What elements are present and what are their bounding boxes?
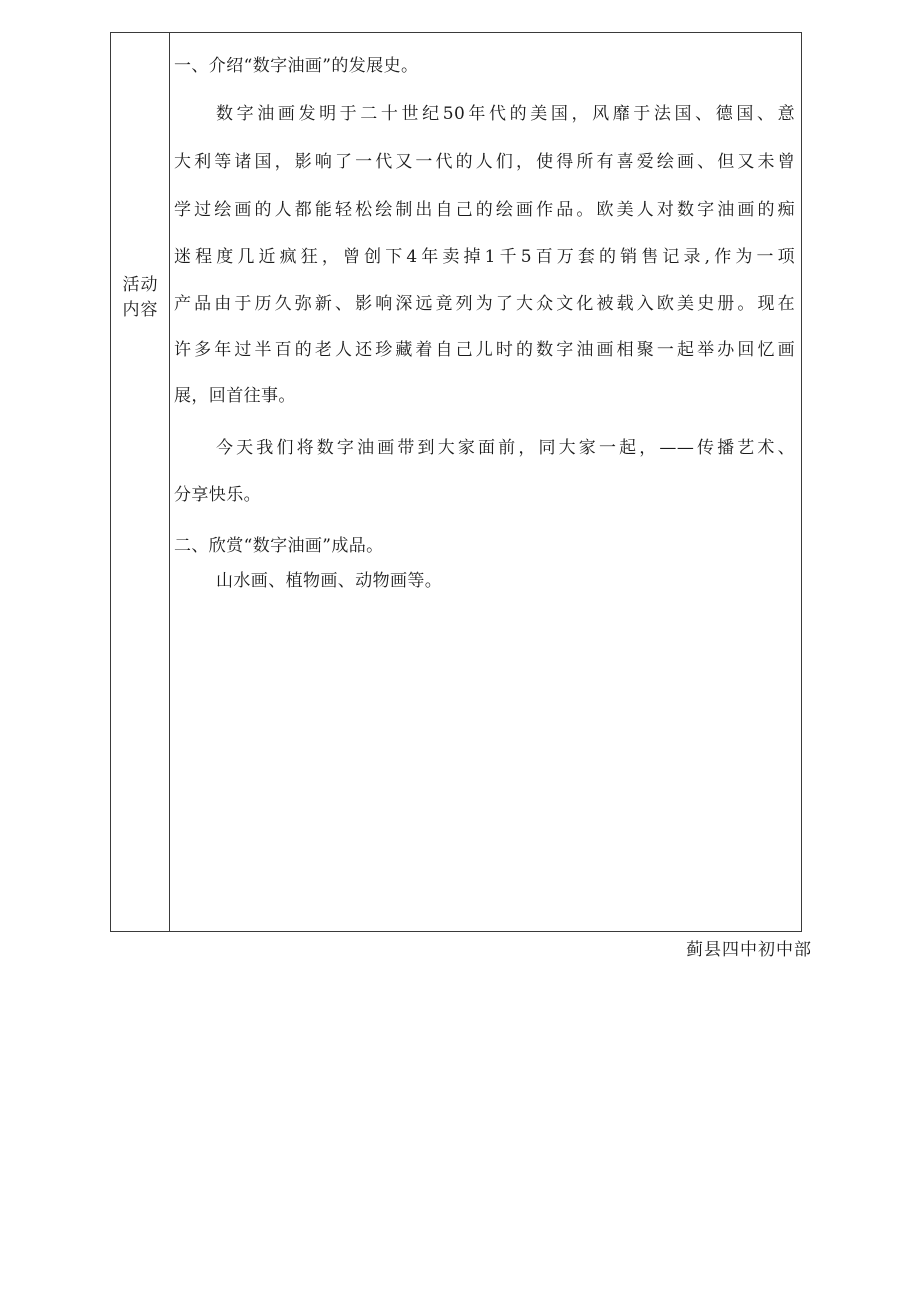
- section-heading-history: 一、介绍“数字油画”的发展史。: [174, 56, 419, 76]
- paragraph-line: 山水画、植物画、动物画等。: [216, 571, 443, 591]
- paragraph-line: 分享快乐。: [174, 485, 261, 505]
- paragraph-line: 学过绘画的人都能轻松绘制出自己的绘画作品。欧美人对数字油画的痴: [174, 200, 795, 220]
- paragraph-line: 今天我们将数字油画带到大家面前，同大家一起，——传播艺术、: [216, 438, 795, 458]
- paragraph-line: 数字油画发明于二十世纪50年代的美国，风靡于法国、德国、意: [216, 104, 795, 124]
- paragraph-line: 迷程度几近疯狂，曾创下4年卖掉1千5百万套的销售记录,作为一项: [174, 247, 795, 267]
- paragraph-line: 大利等诸国，影响了一代又一代的人们，使得所有喜爱绘画、但又未曾: [174, 152, 795, 172]
- paragraph-line: 许多年过半百的老人还珍藏着自己儿时的数字油画相聚一起举办回忆画: [174, 340, 795, 360]
- paragraph-line: 产品由于历久弥新、影响深远竟列为了大众文化被载入欧美史册。现在: [174, 294, 795, 314]
- label-cell: [111, 33, 170, 931]
- label-line-2: 内容: [122, 300, 159, 320]
- label-line-1: 活动: [122, 275, 159, 295]
- school-name-footer: 蓟县四中初中部: [686, 940, 812, 960]
- activity-content-label: [111, 273, 170, 323]
- paragraph-line: 展，回首往事。: [174, 386, 296, 406]
- section-heading-works: 二、欣赏“数字油画”成品。: [174, 536, 384, 556]
- activity-table: [110, 32, 802, 932]
- content-cell: [171, 33, 801, 931]
